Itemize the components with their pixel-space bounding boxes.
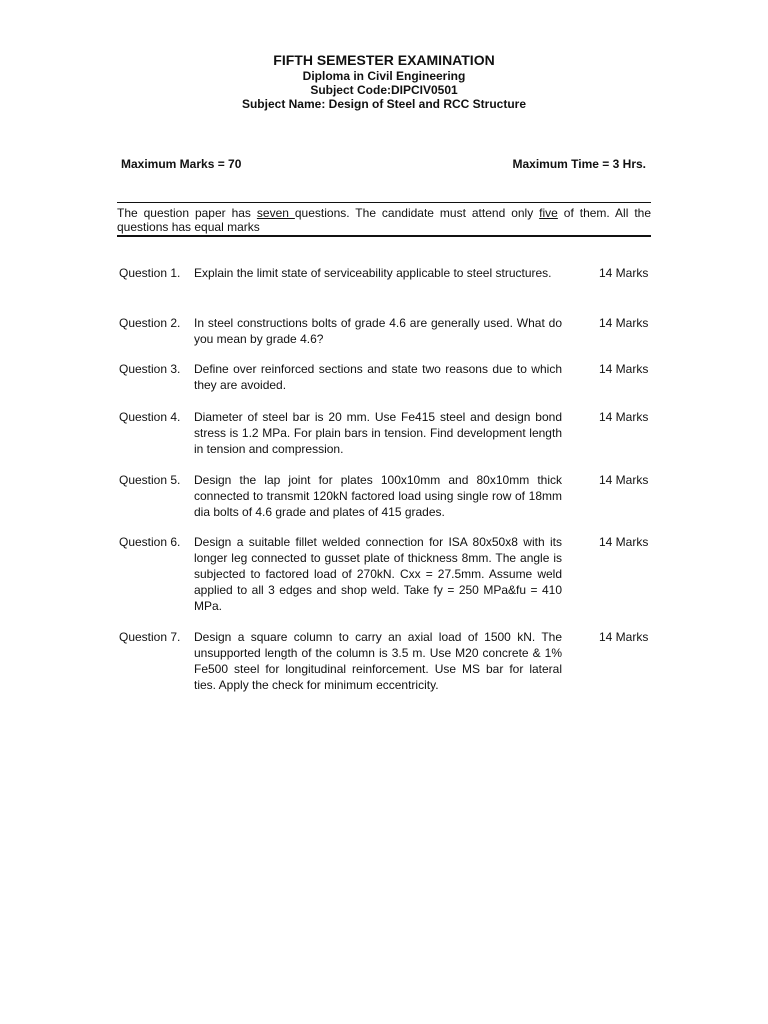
exam-header [0, 52, 768, 111]
exam-title: FIFTH SEMESTER EXAMINATION [273, 52, 495, 68]
diploma-line: Diploma in Civil Engineering [302, 69, 466, 83]
question-text: Define over reinforced sections and state two reasons due to which they are avoided. [194, 362, 562, 392]
question-number: Question 4. [119, 410, 181, 424]
question-marks: 14 Marks [599, 266, 649, 280]
instructions-text-3: of them. All the questions has equal marks [117, 206, 652, 234]
question-marks: 14 Marks [599, 535, 649, 549]
question-text: In steel constructions bolts of grade 4.6 are generally used. What do you mean by grade 4.6? [194, 316, 562, 346]
question-marks: 14 Marks [599, 473, 649, 487]
maximum-time: Maximum Time = 3 Hrs. [512, 157, 646, 171]
subject-name: Subject Name: Design of Steel and RCC Structure [241, 97, 527, 111]
instructions-text-2: questions. The candidate must attend only [294, 206, 540, 220]
question-number: Question 2. [119, 316, 181, 330]
question-marks: 14 Marks [599, 316, 649, 330]
maximum-marks: Maximum Marks = 70 [121, 157, 242, 171]
question-number: Question 5. [119, 473, 181, 487]
question-text: Design the lap joint for plates 100x10mm and 80x10mm thick connected to transmit 120kN factored load using single row of 18mm dia bolts of 4.6 grade and plates of 415 grades. [194, 473, 562, 519]
instructions-text-1: The question paper has [117, 206, 257, 220]
question-number: Question 3. [119, 362, 181, 376]
question-marks: 14 Marks [599, 410, 649, 424]
subject-code: Subject Code:DIPCIV0501 [310, 83, 458, 97]
question-text: Explain the limit state of serviceability applicable to steel structures. [194, 266, 552, 280]
marks-time-row [121, 157, 646, 171]
question-text: Design a square column to carry an axial load of 1500 kN. The unsupported length of the column is 3.5 m. Use M20 concrete & 1% Fe500 steel for longitudinal reinforcement. Use MS bar for lateral ties. Apply the check for minimum eccentricity. [194, 630, 562, 692]
question-text: Diameter of steel bar is 20 mm. Use Fe415 steel and design bond stress is 1.2 MPa. For plain bars in tension. Find development length in tension and compression. [194, 410, 562, 456]
question-number: Question 1. [119, 266, 181, 280]
instructions-five: five [539, 206, 558, 220]
question-text: Design a suitable fillet welded connection for ISA 80x50x8 with its longer leg connected to gusset plate of thickness 8mm. The angle is subjected to factored load of 270kN. Cxx = 27.5mm. Assume weld applied to all 3 edges and shop weld. Take fy = 250 MPa&fu = 410 MPa. [194, 535, 562, 613]
question-number: Question 7. [119, 630, 181, 644]
instructions-box [117, 202, 651, 237]
question-marks: 14 Marks [599, 630, 649, 644]
question-marks: 14 Marks [599, 362, 649, 376]
question-number: Question 6. [119, 535, 181, 549]
instructions-seven: seven [256, 206, 295, 220]
